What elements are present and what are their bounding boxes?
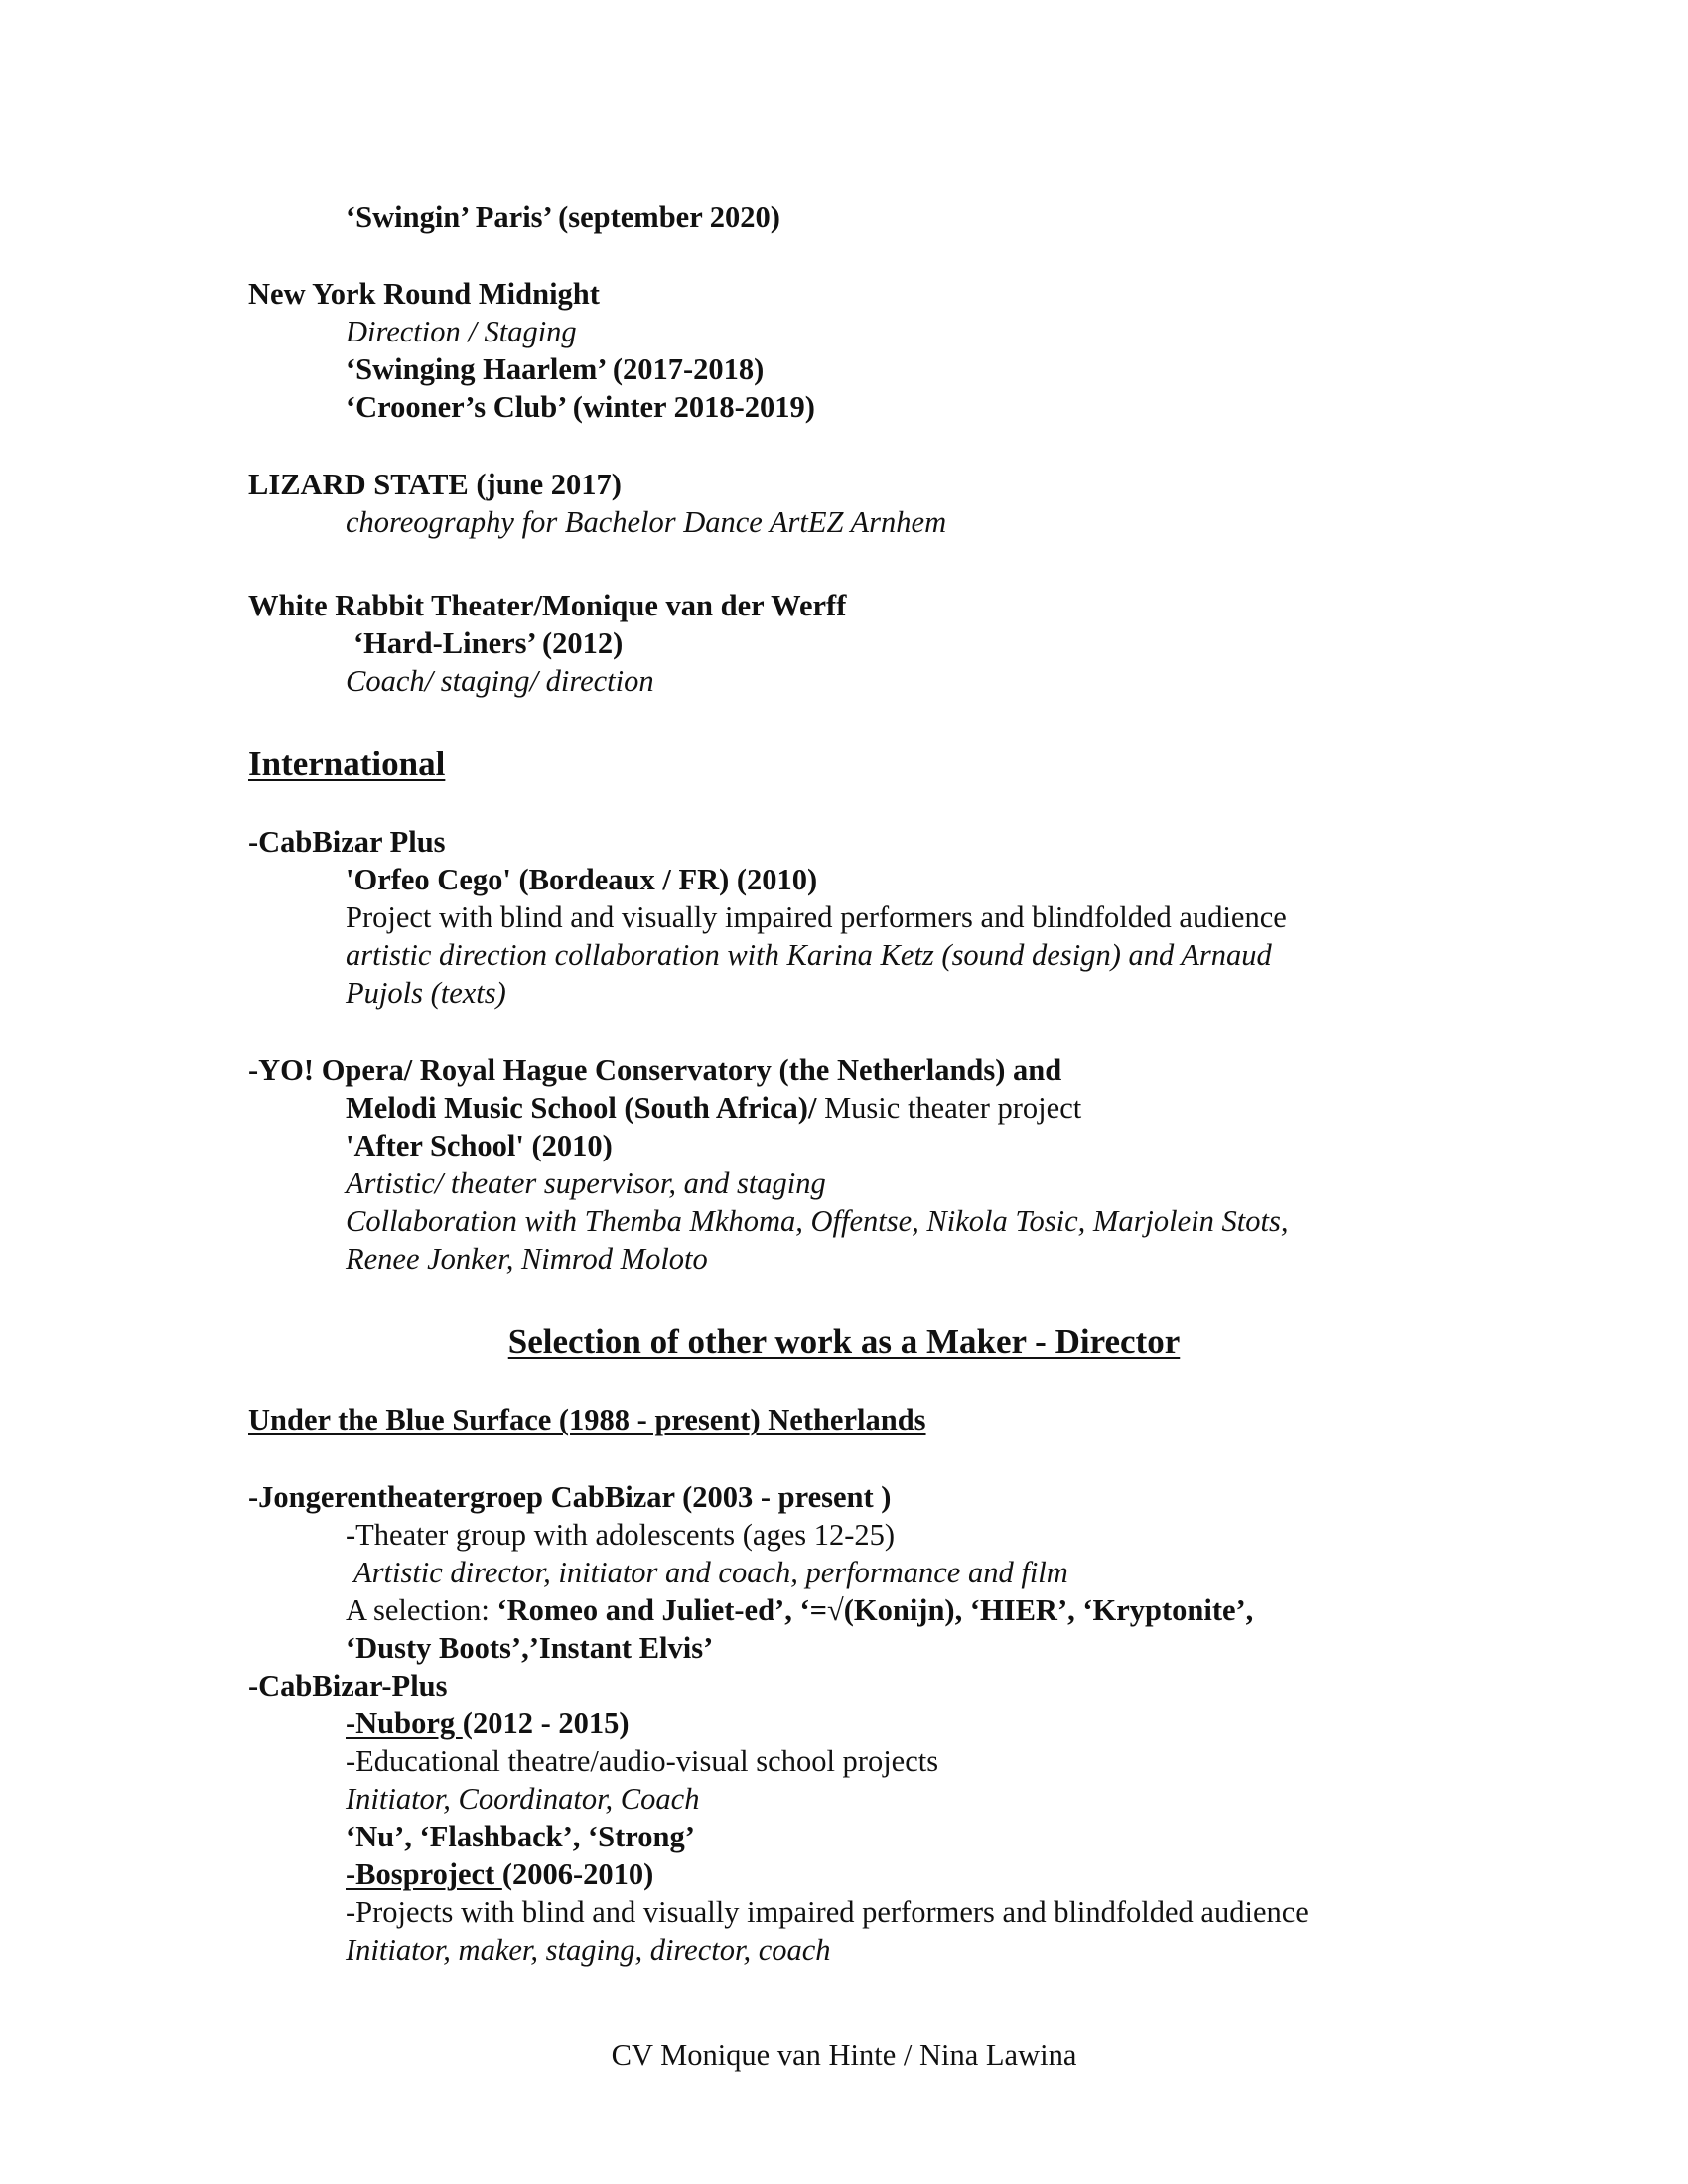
production-crooners-club: ‘Crooner’s Club’ (winter 2018-2019) (346, 390, 815, 424)
project-nuborg (346, 1706, 630, 1741)
section-title-nyrm: New York Round Midnight (248, 277, 600, 311)
role-nyrm: Direction / Staging (346, 315, 577, 348)
production-orfeo-cego: 'Orfeo Cego' (Bordeaux / FR) (2010) (346, 863, 818, 896)
role-jongerentheatergroep: Artistic director, initiator and coach, performance and film (353, 1556, 1068, 1589)
page-footer: CV Monique van Hinte / Nina Lawina (611, 2038, 1077, 2072)
role-bosproject: Initiator, maker, staging, director, coach (346, 1933, 831, 1967)
collaboration-line1: Collaboration with Themba Mkhoma, Offentse, Nikola Tosic, Marjolein Stots, (346, 1204, 1289, 1238)
nuborg-name: -Nuborg (346, 1706, 463, 1740)
section-title-white-rabbit: White Rabbit Theater/Monique van der Werff (248, 589, 847, 622)
production-after-school: 'After School' (2010) (346, 1129, 613, 1162)
melodi-music-school: Melodi Music School (South Africa)/ (346, 1091, 817, 1125)
entry-title-cabbizar-plus: -CabBizar Plus (248, 825, 446, 859)
production-hard-liners: ‘Hard-Liners’ (2012) (353, 626, 624, 660)
role-white-rabbit: Coach/ staging/ direction (346, 664, 654, 698)
heading-selection-other-work: Selection of other work as a Maker - Director (507, 1322, 1181, 1361)
section-title-lizard: LIZARD STATE (june 2017) (248, 468, 622, 501)
production-swinging-haarlem: ‘Swinging Haarlem’ (2017-2018) (346, 352, 765, 386)
entry-title-yo-opera: -YO! Opera/ Royal Hague Conservatory (the Netherlands) and (248, 1053, 1062, 1087)
selection-list-line1 (346, 1592, 1253, 1628)
description-nuborg: -Educational theatre/audio-visual school projects (346, 1744, 939, 1778)
description-orfeo-cego: Project with blind and visually impaired performers and blindfolded audience (346, 900, 1287, 934)
project-bosproject (346, 1856, 653, 1892)
collaboration-line2: Renee Jonker, Nimrod Moloto (346, 1242, 708, 1276)
music-theater-project-label: Music theater project (816, 1091, 1082, 1125)
selection-list-line2: ‘Dusty Boots’,’Instant Elvis’ (346, 1631, 714, 1665)
entry-title-yo-opera-line2 (346, 1090, 1081, 1126)
role-lizard: choreography for Bachelor Dance ArtEZ Arnhem (346, 505, 947, 539)
nuborg-years: (2012 - 2015) (462, 1706, 630, 1740)
description-bosproject: -Projects with blind and visually impaired performers and blindfolded audience (346, 1895, 1309, 1929)
role-nuborg: Initiator, Coordinator, Coach (346, 1782, 700, 1816)
role-orfeo-cego-line2: Pujols (texts) (346, 976, 506, 1010)
heading-international: International (248, 745, 446, 783)
bosproject-years: (2006-2010) (501, 1857, 654, 1891)
productions-nuborg: ‘Nu’, ‘Flashback’, ‘Strong’ (346, 1820, 695, 1853)
subheading-under-the-blue-surface: Under the Blue Surface (1988 - present) Netherlands (248, 1403, 926, 1436)
bosproject-name: -Bosproject (346, 1857, 502, 1891)
entry-title-cabbizar-plus-nl: -CabBizar-Plus (248, 1669, 448, 1703)
role-after-school: Artistic/ theater supervisor, and staging (346, 1166, 826, 1200)
production-swingin-paris: ‘Swingin’ Paris’ (september 2020) (346, 201, 780, 234)
entry-title-jongerentheatergroep: -Jongerentheatergroep CabBizar (2003 - present ) (248, 1480, 892, 1514)
description-jongerentheatergroep: -Theater group with adolescents (ages 12-25) (346, 1518, 896, 1552)
selection-prefix: A selection: (346, 1593, 497, 1627)
role-orfeo-cego-line1: artistic direction collaboration with Karina Ketz (sound design) and Arnaud (346, 938, 1272, 972)
selection-titles: ‘Romeo and Juliet-ed’, ‘=√(Konijn), ‘HIER’, ‘Kryptonite’, (496, 1593, 1254, 1627)
